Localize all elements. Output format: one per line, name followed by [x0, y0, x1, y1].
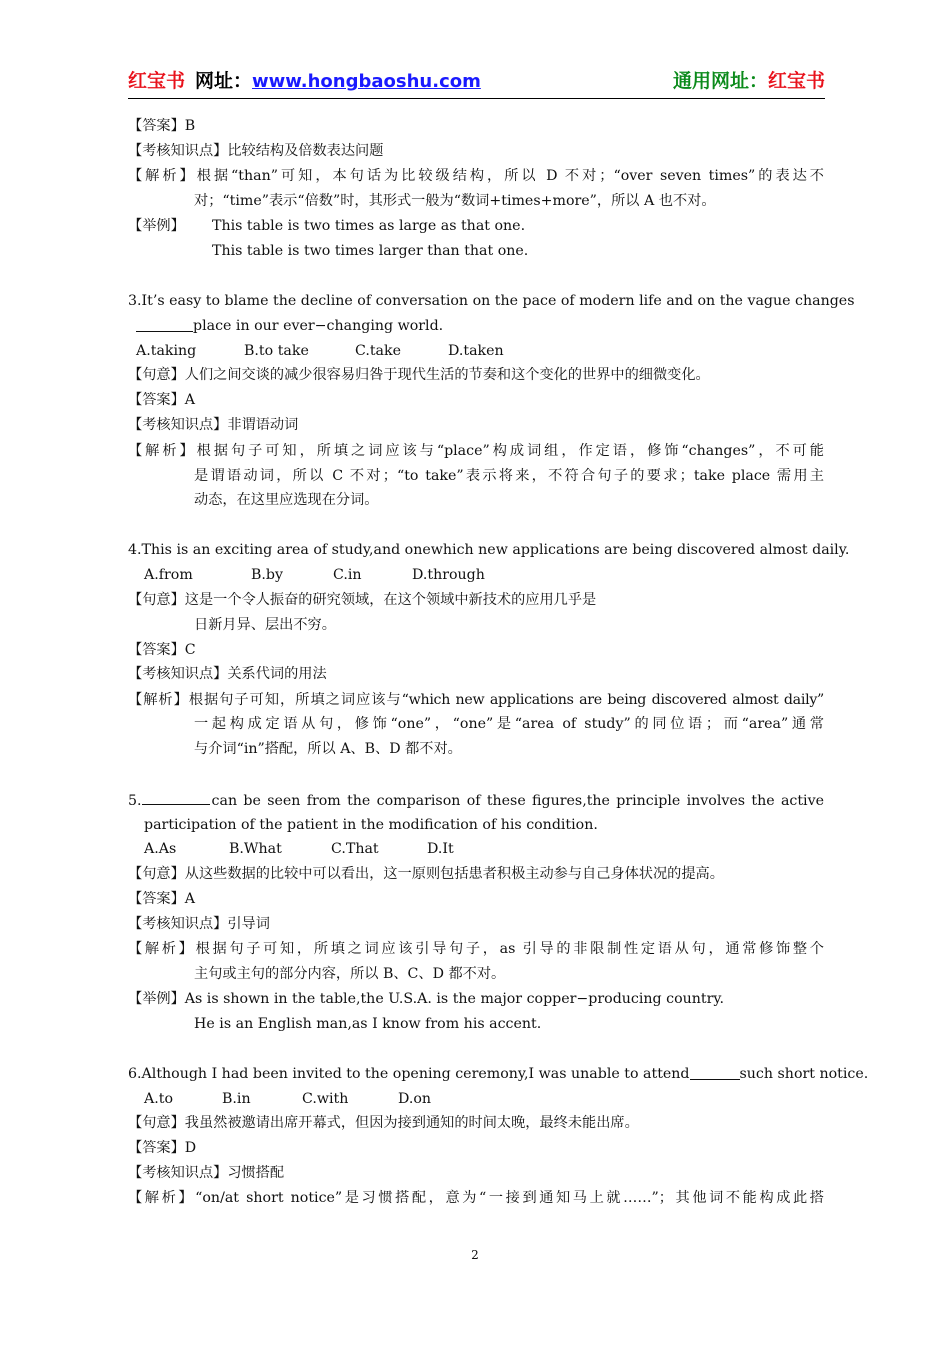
q6-stem-text-b: such short notice. [739, 1066, 869, 1082]
q6-meaning: 【句意】我虽然被邀请出席开幕式，但因为接到通知的时间太晚，最终未能出席。 [128, 1115, 639, 1131]
q4-option-a: A.from [144, 567, 193, 583]
url-label: 网址： [195, 70, 253, 92]
q2-example-1: This table is two times as large as that one. [212, 218, 526, 234]
q3-option-d: D.taken [448, 343, 504, 359]
header-right [673, 66, 825, 93]
q6-option-b: B.in [222, 1091, 251, 1107]
q5-option-a: A.As [144, 841, 177, 857]
q5-analysis-line-1: 【解析】根据句子可知，所填之词应该引导句子，as 引导的非限制性定语从句，通常修饰整个 [128, 941, 824, 957]
q4-meaning-line-2: 日新月异、层出不穷。 [194, 617, 336, 633]
q5-knowledge-point: 【考核知识点】引导词 [128, 916, 270, 932]
q4-option-b: B.by [251, 567, 284, 583]
q3-answer: 【答案】A [128, 392, 195, 408]
q6-knowledge-point: 【考核知识点】习惯搭配 [128, 1165, 285, 1181]
q6-stem [128, 1064, 868, 1084]
q5-example-2: He is an English man,as I know from his accent. [194, 1016, 542, 1032]
q3-knowledge-point: 【考核知识点】非谓语动词 [128, 417, 299, 433]
q6-analysis-line-1: 【解析】“on/at short notice”是习惯搭配，意为“一接到通知马上就……”；其他词不能构成此搭 [128, 1190, 824, 1206]
q2-knowledge-point: 【考核知识点】比较结构及倍数表达问题 [128, 143, 384, 159]
q3-stem-line-2 [136, 316, 443, 336]
q2-answer: 【答案】B [128, 118, 196, 134]
q6-stem-text-a: 6.Although I had been invited to the opening ceremony,I was unable to attend [128, 1066, 690, 1082]
q4-meaning-line-1: 【句意】这是一个令人振奋的研究领域，在这个领域中新技术的应用几乎是 [128, 592, 597, 608]
page-header [128, 66, 825, 98]
general-url-name: 红宝书 [767, 70, 825, 92]
q5-number: 5. [128, 793, 142, 809]
q5-answer: 【答案】A [128, 891, 195, 907]
q5-example-1: 【举例】As is shown in the table,the U.S.A. is the major copper−producing country. [128, 991, 725, 1007]
q5-stem-text: can be seen from the comparison of these figures,the principle involves the active [211, 793, 824, 809]
q6-option-c: C.with [302, 1091, 349, 1107]
q6-option-a: A.to [144, 1091, 173, 1107]
q5-meaning: 【句意】从这些数据的比较中可以看出，这一原则包括患者积极主动参与自己身体状况的提高。 [128, 866, 724, 882]
q3-option-c: C.take [355, 343, 402, 359]
brand-name: 红宝书 [128, 70, 186, 92]
q6-blank [690, 1065, 740, 1080]
q5-option-d: D.It [427, 841, 454, 857]
q2-analysis-line-1: 【解析】根据“than”可知，本句话为比较级结构，所以 D 不对；“over seven times”的表达不 [128, 168, 824, 184]
page-number: 2 [471, 1248, 479, 1262]
website-link[interactable]: www.hongbaoshu.com [252, 71, 481, 92]
q4-analysis-line-3: 与介词“in”搭配，所以 A、B、D 都不对。 [194, 741, 462, 757]
q4-stem: 4.This is an exciting area of study,and onewhich new applications are being discovered almost daily. [128, 542, 850, 558]
q5-stem-line-2: participation of the patient in the modification of his condition. [144, 817, 598, 833]
q4-analysis-line-2: 一起构成定语从句，修饰“one”，“one”是“area of study”的同位语；而“area”通常 [194, 716, 824, 732]
q3-meaning: 【句意】人们之间交谈的减少很容易归咎于现代生活的节奏和这个变化的世界中的细微变化。 [128, 367, 710, 383]
q4-option-c: C.in [333, 567, 362, 583]
q2-example-tag: 【举例】 [128, 218, 185, 234]
q3-analysis-line-1: 【解析】根据句子可知，所填之词应该与“place”构成词组，作定语，修饰“changes”，不可能 [128, 443, 824, 459]
q5-option-c: C.That [331, 841, 379, 857]
q4-answer: 【答案】C [128, 642, 196, 658]
q6-answer: 【答案】D [128, 1140, 197, 1156]
q4-analysis-line-1: 【解析】根据句子可知，所填之词应该与“which new applications are being discovered almost daily” [128, 692, 824, 708]
q4-knowledge-point: 【考核知识点】关系代词的用法 [128, 666, 327, 682]
header-divider [128, 98, 825, 99]
q5-blank [142, 790, 210, 805]
q2-example-2: This table is two times larger than that one. [212, 243, 529, 259]
header-left [128, 66, 481, 93]
q5-stem-line-1 [128, 790, 824, 811]
q4-option-d: D.through [412, 567, 485, 583]
q5-option-b: B.What [229, 841, 282, 857]
q5-analysis-line-2: 主句或主句的部分内容，所以 B、C、D 都不对。 [194, 966, 506, 982]
q3-blank [136, 317, 193, 332]
q3-option-b: B.to take [244, 343, 309, 359]
q3-analysis-line-2: 是谓语动词，所以 C 不对；“to take”表示将来，不符合句子的要求；take place 需用主 [194, 468, 824, 484]
q2-analysis-line-2: 对；“time”表示“倍数”时，其形式一般为“数词+times+more”，所以 A 也不对。 [194, 193, 716, 209]
q6-option-d: D.on [398, 1091, 432, 1107]
q3-stem-text: place in our ever−changing world. [193, 318, 444, 334]
q3-option-a: A.taking [136, 343, 197, 359]
general-url-label: 通用网址： [672, 70, 768, 92]
q3-analysis-line-3: 动态，在这里应选现在分词。 [194, 492, 379, 508]
q3-stem-line-1: 3.It’s easy to blame the decline of conversation on the pace of modern life and on the vague changes [128, 293, 855, 309]
